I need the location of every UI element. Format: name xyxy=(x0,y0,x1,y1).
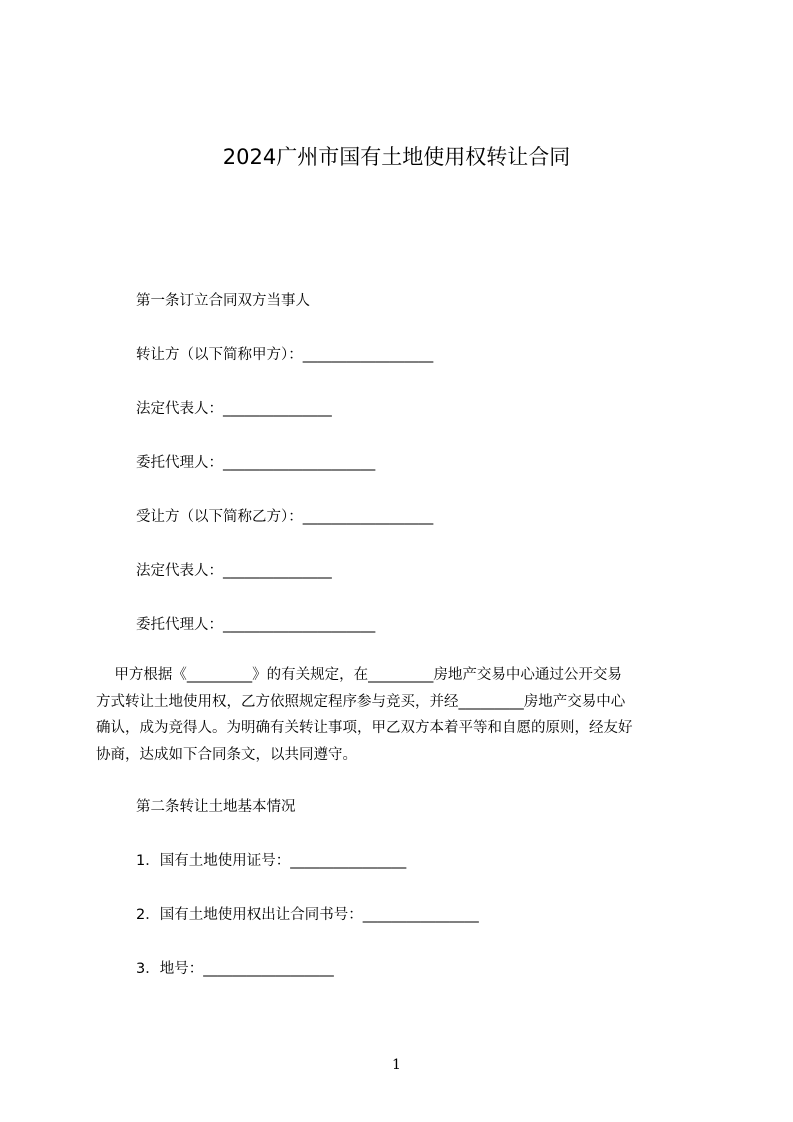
document-title: 2024广州市国有土地使用权转让合同 xyxy=(222,145,571,169)
page-number: 1 xyxy=(392,1057,401,1073)
transferee-agent-field: 委托代理人：_____________________ xyxy=(136,617,376,633)
land-grant-contract-number-field: 2．国有土地使用权出让合同书号：________________ xyxy=(136,907,479,923)
preamble-line-1: 甲方根据《_________》的有关规定，在_________房地产交易中心通过公开交易 xyxy=(96,667,622,683)
transferor-field: 转让方（以下简称甲方）：__________________ xyxy=(136,347,434,363)
preamble-line-2: 方式转让土地使用权，乙方依照规定程序参与竞买，并经_________房地产交易中心 xyxy=(96,693,626,710)
transferor-legal-representative-field: 法定代表人：_______________ xyxy=(136,401,332,417)
preamble-line-3: 确认，成为竞得人。为明确有关转让事项，甲乙双方本着平等和自愿的原则，经友好 xyxy=(96,720,633,736)
section-1-heading: 第一条订立合同双方当事人 xyxy=(136,293,310,309)
transferor-agent-field: 委托代理人：_____________________ xyxy=(136,455,376,471)
land-certificate-number-field: 1．国有土地使用证号：________________ xyxy=(136,853,407,869)
lot-number-field: 3．地号：__________________ xyxy=(136,961,334,977)
preamble-line-4: 协商，达成如下合同条文，以共同遵守。 xyxy=(96,746,357,763)
transferee-legal-representative-field: 法定代表人：_______________ xyxy=(136,563,332,579)
preamble-paragraph xyxy=(96,662,706,768)
transferee-field: 受让方（以下简称乙方）：__________________ xyxy=(136,509,434,525)
section-2-heading: 第二条转让土地基本情况 xyxy=(136,799,296,815)
